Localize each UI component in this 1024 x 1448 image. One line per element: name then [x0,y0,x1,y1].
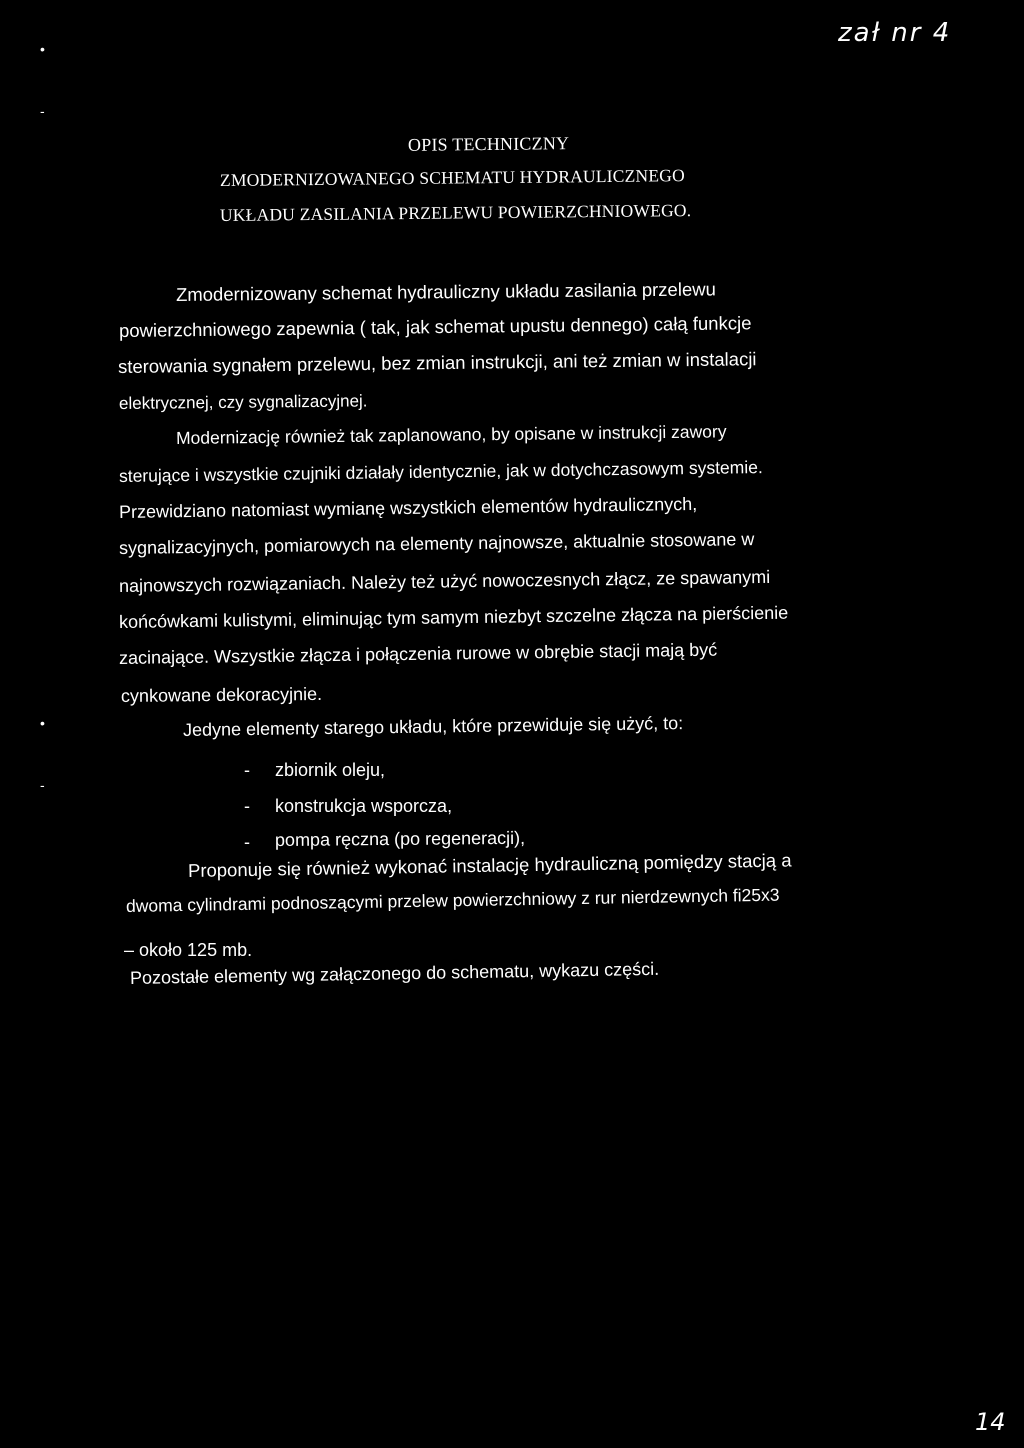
closing-line: Pozostałe elementy wg załączonego do schematu, wykazu części. [129,958,660,988]
scan-mark: - [40,777,45,793]
body-line: Zmodernizowany schemat hydrauliczny układu zasilania przelewu [175,278,716,305]
body-line: Jedyne elementy starego układu, które przewiduje się użyć, to: [182,713,684,740]
body-line: elektrycznej, czy sygnalizacyjnej. [118,391,368,413]
body-line: Przewidziano natomiast wymianę wszystkich elementów hydraulicznych, [118,493,698,522]
closing-line: Proponuje się również wykonać instalację hydrauliczną pomiędzy stacją a [187,849,792,881]
body-line: najnowszych rozwiązaniach. Należy też użyć nowoczesnych złącz, ze spawanymi [118,566,771,596]
list-dash: - [244,760,250,780]
scan-mark: - [40,103,45,119]
closing-line: – około 125 mb. [124,940,253,960]
list-item: pompa ręczna (po regeneracji), [274,827,526,850]
body-line: sterujące i wszystkie czujniki działały identycznie, jak w dotychczasowym systemie. [118,457,763,486]
body-line: zacinające. Wszystkie złącza i połączenia rurowe w obrębie stacji mają być [118,639,718,668]
body-line: cynkowane dekoracyjnie. [120,683,323,706]
handwritten-annotation: zał nr 4 [838,18,952,48]
scan-mark: • [40,41,45,57]
page-number: 14 [975,1408,1006,1436]
title-line-3: UKŁADU ZASILANIA PRZELEWU POWIERZCHNIOWEGO. [219,200,692,225]
body-line: powierzchniowego zapewnia ( tak, jak schemat upustu dennego) całą funkcje [118,312,752,341]
body-line: sygnalizacyjnych, pomiarowych na elementy najnowsze, aktualnie stosowane w [118,529,755,558]
body-line: sterowania sygnałem przelewu, bez zmian instrukcji, ani też zmian w instalacji [117,348,757,377]
scan-mark: • [40,715,45,731]
list-dash: - [244,832,250,852]
title-line-1: OPIS TECHNICZNY [407,133,570,155]
title-line-2: ZMODERNIZOWANEGO SCHEMATU HYDRAULICZNEGO [219,165,685,190]
list-item: zbiornik oleju, [275,760,386,780]
body-line: końcówkami kulistymi, eliminując tym samym niezbyt szczelne złącza na pierścienie [118,602,789,632]
body-line: Modernizację również tak zaplanowano, by opisane w instrukcji zawory [175,421,727,448]
list-item: konstrukcja wsporcza, [275,796,453,816]
list-dash: - [244,796,250,816]
closing-line: dwoma cylindrami podnoszącymi przelew powierzchniowy z rur nierdzewnych fi25x3 [125,884,780,916]
